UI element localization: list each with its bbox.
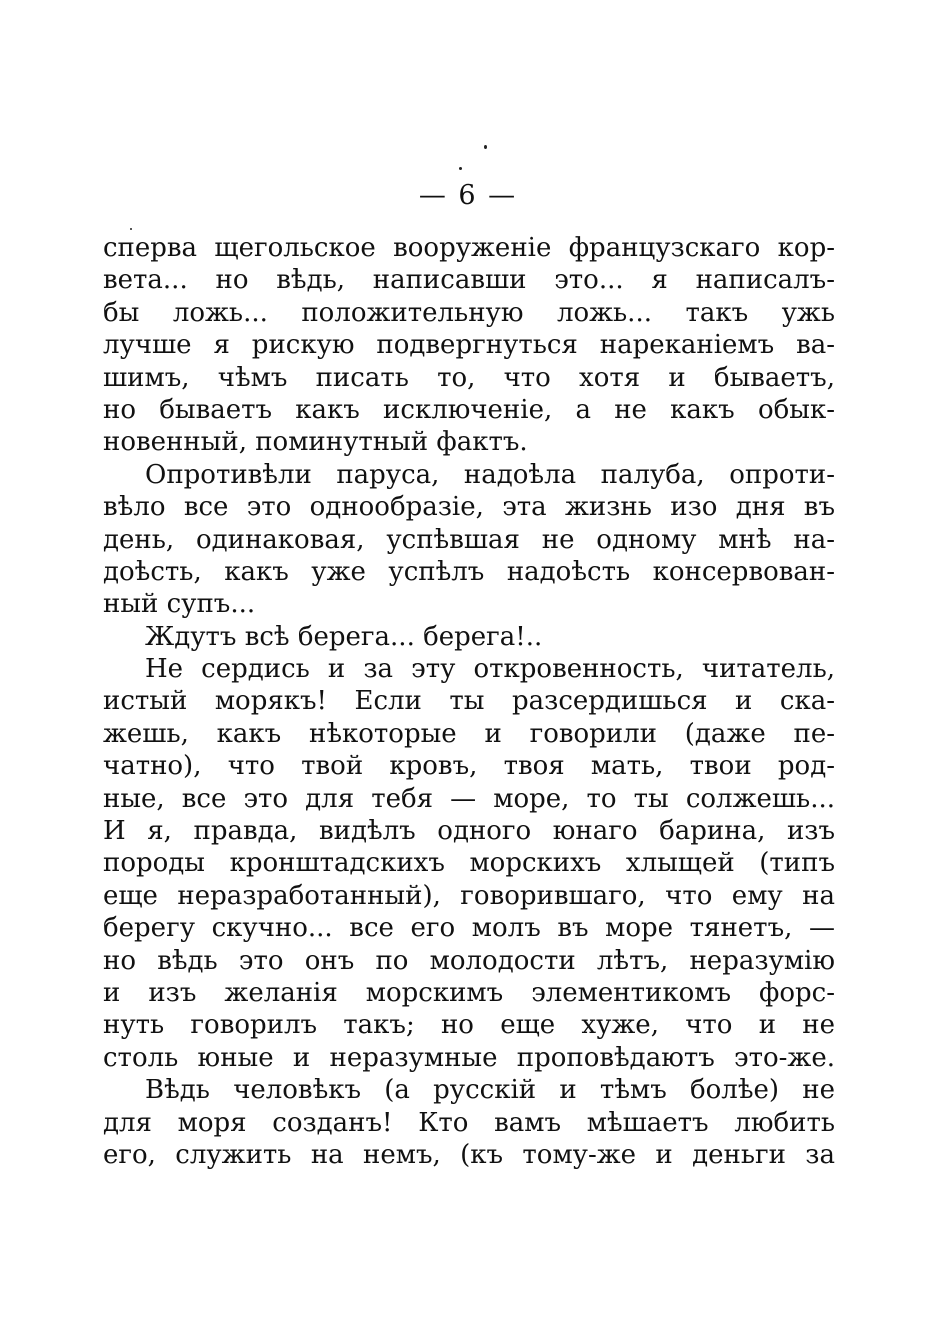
text-line: новенный, поминутный фактъ. <box>103 427 528 458</box>
text-line: сперва щегольское вооруженіе французскаго кор- <box>103 233 835 263</box>
ink-speck <box>484 145 487 149</box>
ink-speck <box>130 228 132 230</box>
text-line: вета... но вѣдь, написавши это... я написалъ- <box>103 265 835 296</box>
text-line: Ждутъ всѣ берега... берега!.. <box>145 621 543 652</box>
text-line: но вѣдь это онъ по молодости лѣтъ, неразумію <box>103 945 835 976</box>
text-line: столь юные и неразумные проповѣдаютъ это-же. <box>103 1042 835 1073</box>
text-line: ные, все это для тебя — море, то ты солжешь... <box>103 783 835 814</box>
text-line: доѣсть, какъ уже успѣлъ надоѣсть консервован- <box>103 556 835 587</box>
text-line: Опротивѣли паруса, надоѣла палуба, опроти- <box>145 459 835 490</box>
text-line: чатно), что твой кровъ, твоя мать, твои род- <box>103 751 835 782</box>
text-line: и изъ желанія морскимъ элементикомъ форс- <box>103 977 835 1008</box>
text-line: нуть говорилъ такъ; но еще хуже, что и не <box>103 1010 835 1041</box>
text-line: еще неразработанный), говорившаго, что ему на <box>103 880 835 911</box>
text-line: жешь, какъ нѣкоторые и говорили (даже пе- <box>103 718 835 749</box>
text-line: Не сердись и за эту откровенность, читатель, <box>145 654 835 685</box>
text-line: для моря созданъ! Кто вамъ мѣшаетъ любить <box>103 1107 835 1138</box>
text-line: Вѣдь человѣкъ (а русскій и тѣмъ болѣе) не <box>145 1075 835 1106</box>
text-line: истый морякъ! Если ты разсердишься и ска- <box>103 686 835 717</box>
text-line: лучше я рискую подвергнуться нареканіемъ ва- <box>103 330 835 361</box>
text-line: день, одинаковая, успѣвшая не одному мнѣ на- <box>103 524 835 555</box>
text-line: но бываетъ какъ исключеніе, а не какъ обык- <box>103 394 835 425</box>
text-line: берегу скучно... все его молъ въ море тянетъ, — <box>103 913 835 944</box>
text-line: ный супъ... <box>103 589 256 620</box>
text-line: бы ложь... положительную ложь... такъ ужь <box>103 297 835 328</box>
text-line: шимъ, чѣмъ писать то, что хотя и бываетъ, <box>103 362 835 393</box>
text-line: его, служить на немъ, (къ тому-же и деньги за <box>103 1139 835 1170</box>
ink-speck <box>459 167 462 170</box>
text-line: вѣло все это однообразіе, эта жизнь изо дня въ <box>103 492 835 523</box>
body-text <box>103 232 835 1171</box>
page-number: — 6 — <box>418 180 518 211</box>
text-line: породы кронштадскихъ морскихъ хлыщей (типъ <box>103 848 835 879</box>
text-line: И я, правда, видѣлъ одного юнаго барина, изъ <box>103 816 835 847</box>
